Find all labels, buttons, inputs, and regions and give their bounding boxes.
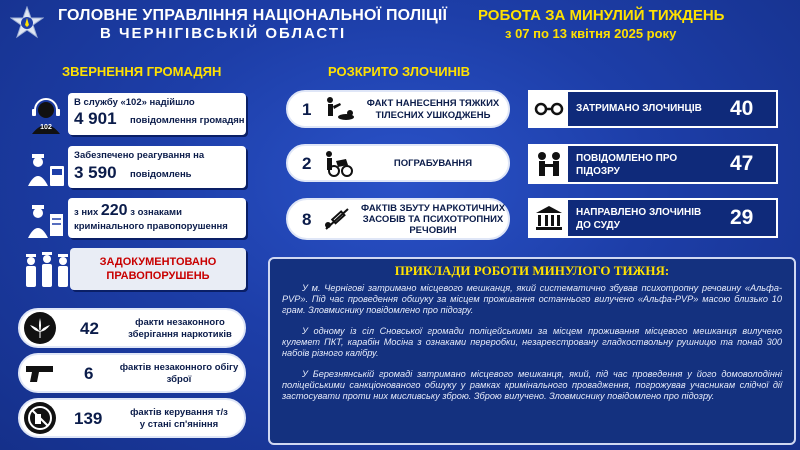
documented-item-weapons	[18, 353, 246, 393]
report-title: РОБОТА ЗА МИНУЛИЙ ТИЖДЕНЬ	[478, 7, 725, 24]
stat-court-label1: НАПРАВЛЕНО ЗЛОЧИНІВ	[576, 207, 702, 218]
stat-detained	[528, 90, 778, 128]
appeals-section-title: ЗВЕРНЕННЯ ГРОМАДЯН	[62, 64, 222, 79]
police-group-icon	[24, 248, 70, 290]
examples-title: ПРИКЛАДИ РОБОТИ МИНУЛОГО ТИЖНЯ:	[394, 263, 670, 278]
appeals-criminal-text1: з ознаками	[130, 207, 182, 218]
documented-item-drugs	[18, 308, 246, 348]
solved-item-injuries	[286, 90, 510, 128]
example-paragraph-1: У м. Чернігові затримано місцевого мешканця, який систематично збував психотропну речовину «Альфа-PVP». Під час проведення обшуку за місцем проживання останнього вилучено «Альфа-PVP» масою близько 10 грам. Зловмиснику повідомлено про підозру.	[282, 283, 782, 315]
documented-weapons-label1: фактів незаконного обігу	[119, 362, 239, 373]
example-paragraph-2: У одному із сіл Сновської громади поліцейськими за місцем проживання місцевого мешканця вилучено кулемет ПКТ, карабін Мосіна з ознаками переробки, незареєстровану гладкоствольну рушницю та понад 300 набоїв різного калібру.	[282, 326, 782, 358]
appeals-criminal-text2: кримінального правопорушення	[74, 221, 228, 232]
documented-title-line2: ПРАВОПОРУШЕНЬ	[106, 270, 210, 282]
svg-text:102: 102	[40, 124, 52, 131]
documented-drugs-number: 42	[80, 319, 99, 338]
stat-suspicion-label2: ПІДОЗРУ	[576, 166, 620, 177]
report-period: з 07 по 13 квітня 2025 року	[505, 26, 677, 41]
appeals-102-text2: повідомлення громадян	[130, 115, 245, 126]
stat-court-label2: ДО СУДУ	[576, 220, 620, 231]
solved-robbery-number: 2	[302, 154, 312, 173]
solved-item-robbery	[286, 144, 510, 182]
solved-item-drug-sales	[286, 198, 510, 240]
examples-panel	[268, 257, 796, 445]
handcuffs-icon	[530, 92, 568, 126]
solved-section-title: РОЗКРИТО ЗЛОЧИНІВ	[328, 64, 470, 79]
appeals-criminal-number: 220	[100, 202, 128, 219]
documented-item-drunk-driving	[18, 398, 246, 438]
appeals-card-criminal	[68, 198, 246, 238]
courthouse-icon	[530, 200, 568, 236]
appeals-response-text2: повідомлень	[130, 169, 192, 180]
stat-court-number: 29	[730, 206, 754, 229]
cannabis-leaf-icon	[24, 312, 56, 344]
appeals-response-number: 3 590	[74, 163, 117, 182]
appeals-102-number: 4 901	[74, 109, 117, 128]
documented-drunk-number: 139	[74, 409, 103, 428]
solved-drug-sales-label2: ЗАСОБІВ ТА ПСИХОТРОПНИХ	[362, 214, 504, 225]
appeals-card-102	[68, 93, 246, 135]
documented-drunk-label2: у стані сп'яніння	[139, 419, 219, 430]
documented-weapons-number: 6	[84, 364, 94, 383]
stat-detained-number: 40	[730, 97, 754, 120]
assault-icon	[322, 95, 354, 123]
officer-document-icon	[24, 198, 68, 242]
appeals-criminal-prefix: з них	[74, 207, 99, 218]
documented-title-line1: ЗАДОКУМЕНТОВАНО	[99, 256, 217, 268]
solved-injuries-label1: ФАКТ НАНЕСЕННЯ ТЯЖКИХ	[366, 98, 500, 109]
solved-injuries-number: 1	[302, 100, 312, 119]
suspect-notice-icon	[530, 146, 568, 182]
stat-suspicion	[528, 144, 778, 184]
stat-detained-label: ЗАТРИМАНО ЗЛОЧИНЦІВ	[576, 103, 702, 114]
stat-suspicion-label1: ПОВІДОМЛЕНО ПРО	[576, 153, 678, 164]
documented-drunk-label1: фактів керування т/з	[130, 407, 228, 418]
org-title-line1: ГОЛОВНЕ УПРАВЛІННЯ НАЦІОНАЛЬНОЇ ПОЛІЦІЇ	[58, 7, 448, 24]
no-drunk-driving-icon	[24, 402, 56, 434]
solved-drug-sales-number: 8	[302, 210, 312, 229]
pistol-icon	[24, 357, 56, 389]
call-operator-icon	[24, 94, 68, 138]
org-title-line2: В ЧЕРНІГІВСЬКІЙ ОБЛАСТІ	[100, 25, 347, 42]
police-officer-response-icon	[24, 146, 68, 190]
solved-robbery-label1: ПОГРАБУВАННЯ	[393, 158, 473, 169]
documented-drugs-label2: зберігання наркотиків	[128, 329, 232, 340]
stat-court	[528, 198, 778, 238]
robbery-icon	[322, 149, 356, 177]
solved-drug-sales-label3: РЕЧОВИН	[409, 225, 457, 236]
appeals-response-text1: Забезпечено реагування на	[74, 150, 205, 161]
example-paragraph-3: У Березнянській громаді затримано місцевого мешканця, який, під час проведення у його домоволодінні поліцейськими санкціонованого обшуку у рамках кримінального провадження, погрожував учасникам слідчої дії застосувати проти них мисливську зброю. Зброю вилучено. Зловмиснику повідомлено про підозру.	[282, 369, 782, 401]
police-emblem-icon	[10, 6, 44, 40]
solved-injuries-label2: ТІЛЕСНИХ УШКОДЖЕНЬ	[375, 110, 491, 121]
documented-weapons-label2: зброї	[166, 374, 192, 385]
stat-suspicion-number: 47	[730, 152, 754, 175]
documented-drugs-label1: факти незаконного	[135, 317, 225, 328]
syringe-icon	[322, 205, 354, 233]
appeals-102-text1: В службу «102» надійшло	[74, 97, 195, 108]
solved-drug-sales-label1: ФАКТІВ ЗБУТУ НАРКОТИЧНИХ	[360, 203, 506, 214]
appeals-card-response	[68, 146, 246, 188]
documented-title-card	[70, 248, 246, 290]
